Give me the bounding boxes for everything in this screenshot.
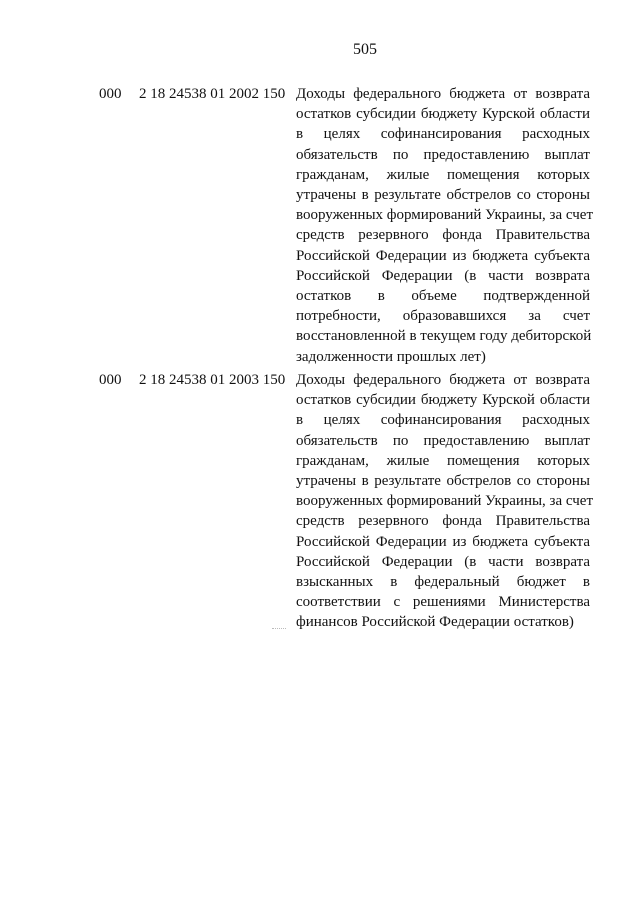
description-line: утрачены в результате обстрелов со стороны — [296, 187, 590, 204]
description-line: вооруженных формирований Украины, за счет — [296, 493, 594, 510]
description-line: Доходы федерального бюджета от возврата — [296, 372, 590, 388]
description-line: средств резервного фонда Правительства — [296, 513, 590, 530]
description-line: гражданам, жилые помещения которых — [296, 166, 590, 183]
admin-code: 000 — [99, 372, 122, 388]
description-line: остатков субсидии бюджету Курской области — [296, 392, 590, 409]
description-line: обязательств по предоставлению выплат — [296, 146, 590, 163]
admin-code: 000 — [99, 86, 122, 102]
description-line: Доходы федерального бюджета от возврата — [296, 86, 590, 102]
budget-classification-code: 2 18 24538 01 2002 150 — [139, 86, 286, 102]
description-line: остатков в объеме подтвержденной — [296, 288, 590, 305]
description-line: остатков субсидии бюджету Курской области — [296, 106, 590, 123]
description-line: в целях софинансирования расходных — [296, 412, 590, 429]
description-line: потребности, образовавшихся за счет — [296, 308, 590, 325]
description-line: задолженности прошлых лет) — [296, 348, 486, 365]
description-line: восстановленной в текущем году дебиторской — [296, 328, 592, 345]
description-line: Российской Федерации (в части возврата — [296, 267, 590, 284]
description-line: средств резервного фонда Правительства — [296, 227, 590, 244]
description-line: взысканных в федеральный бюджет в — [296, 574, 590, 591]
entry-description — [296, 370, 594, 633]
description-line: Российской Федерации из бюджета субъекта — [296, 533, 590, 550]
description-line: утрачены в результате обстрелов со стороны — [296, 473, 590, 490]
description-line: Российской Федерации (в части возврата — [296, 553, 590, 570]
description-line: Российской Федерации из бюджета субъекта — [296, 247, 590, 264]
description-line: в целях софинансирования расходных — [296, 126, 590, 143]
description-line: обязательств по предоставлению выплат — [296, 432, 590, 449]
description-line: соответствии с решениями Министерства — [296, 594, 590, 611]
margin-dots — [272, 628, 286, 630]
description-line: вооруженных формирований Украины, за счет — [296, 207, 594, 224]
budget-classification-code: 2 18 24538 01 2003 150 — [139, 372, 286, 388]
entry-description — [296, 84, 594, 367]
page-number: 505 — [353, 41, 377, 58]
description-line: финансов Российской Федерации остатков) — [296, 614, 574, 631]
description-line: гражданам, жилые помещения которых — [296, 452, 590, 469]
